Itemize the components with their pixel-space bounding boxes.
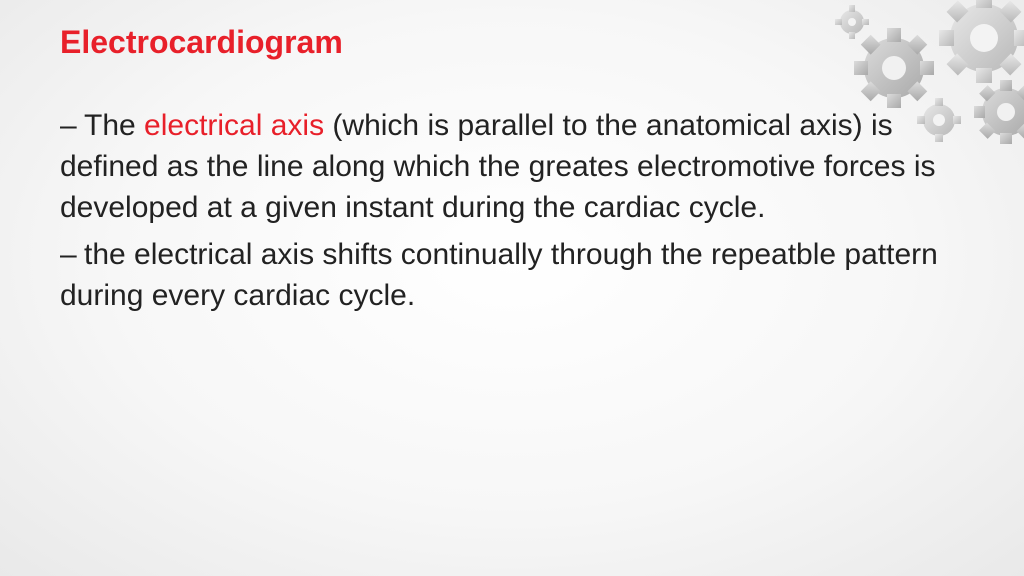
slide-title: Electrocardiogram [60, 24, 343, 60]
bullet-item [60, 105, 960, 228]
bullet-text-start: The [84, 109, 145, 142]
highlighted-term: electrical axis [144, 109, 325, 142]
bullet-item [60, 234, 960, 316]
bullet-dash: – [60, 109, 77, 142]
slide-body [60, 105, 960, 322]
bullet-text-rest: (which is parallel to the anatomical axis) is defined as the line along which the greates electromotive forces is developed at a given instant during the cardiac cycle. [60, 109, 936, 224]
bullet-text: the electrical axis shifts continually through the repeatble pattern during every cardiac cycle. [60, 238, 938, 312]
bullet-dash: – [60, 238, 77, 271]
